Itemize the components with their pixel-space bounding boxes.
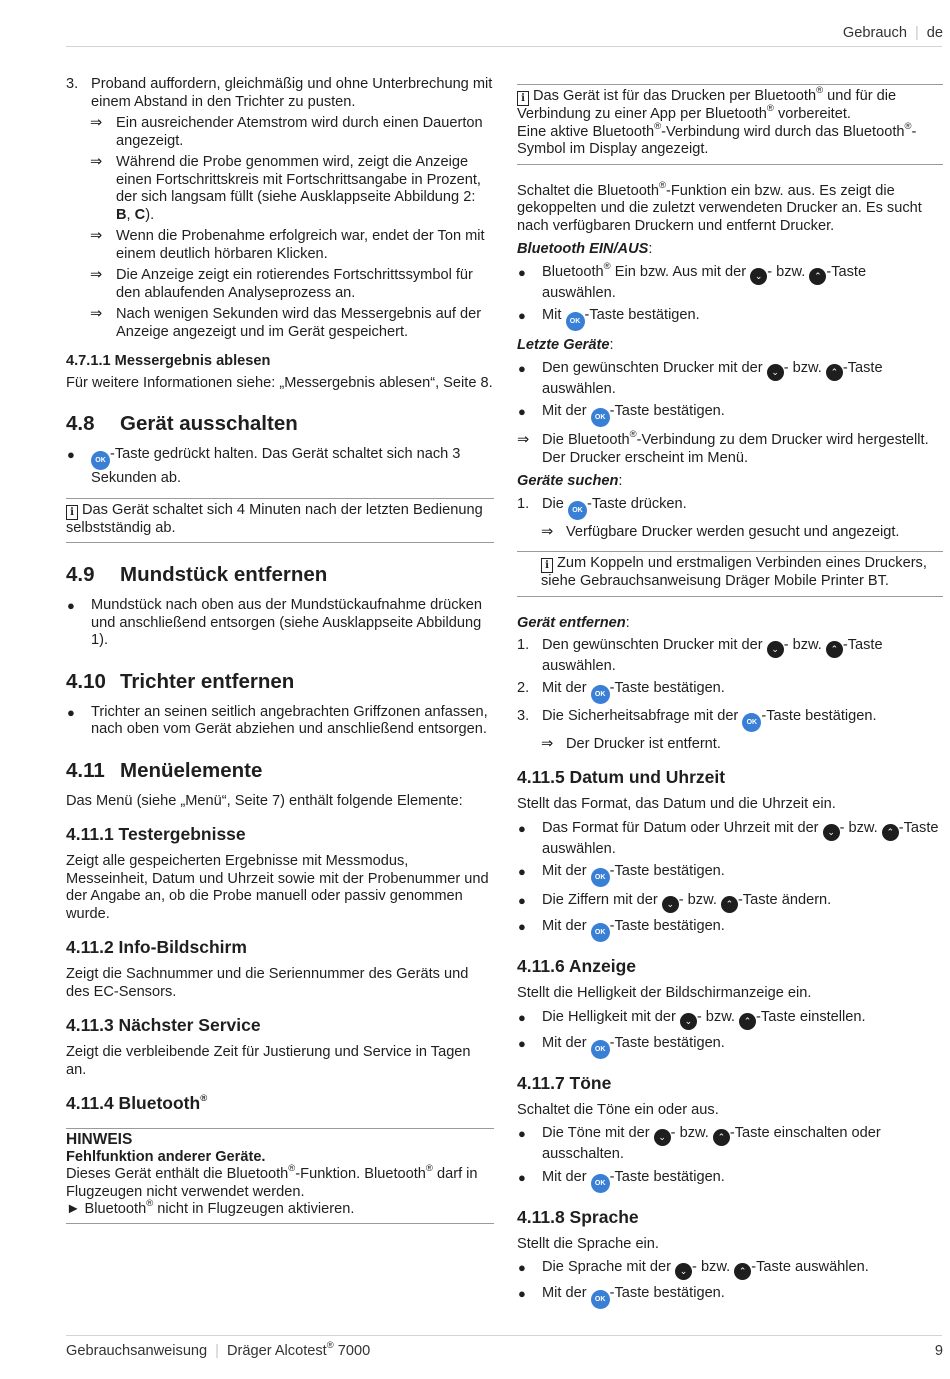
heading-4-11-3: 4.11.3 Nächster Service	[66, 1015, 261, 1035]
bullet-icon: ●	[518, 893, 526, 908]
result-arrow-icon: ⇒	[90, 115, 103, 131]
heading-4-11-4: 4.11.4 Bluetooth®	[66, 1093, 208, 1113]
result-item: ⇒ Während die Probe genommen wird, zeigt die Anzeige einen Fortschrittskreis mit Fortschrittsangabe in Prozent, der sich langsam füllt (siehe Ausklappseite Abbildung 2: B, C).	[90, 154, 481, 223]
step-2: 2. Mit der OK -Taste bestätigen.	[517, 680, 943, 704]
bullet-icon: ●	[67, 447, 75, 462]
heading-4-11-5: 4.11.5 Datum und Uhrzeit	[517, 767, 726, 787]
heading-4-9: 4.9 Mundstück entfernen	[66, 563, 328, 586]
heading-4-11-1: 4.11.1 Testergebnisse	[66, 824, 246, 844]
result-arrow-icon: ⇒	[90, 267, 103, 283]
bullet-item: ● Mit der OK -Taste bestätigen.	[517, 863, 943, 887]
info-note: i Zum Koppeln und erstmaligen Verbinden eines Druckers, siehe Gebrauchsanweisung Dräger Mobile Printer BT.	[517, 551, 943, 597]
bullet-item: ● Den gewünschten Drucker mit der ⌄ - bzw. ⌃ -Taste auswählen.	[518, 359, 883, 397]
step-1: 1. Den gewünschten Drucker mit der ⌄ - bzw. ⌃ -Taste auswählen.	[517, 637, 883, 674]
warning-title: HINWEIS	[66, 1131, 133, 1148]
step-1: 1. Die OK -Taste drücken.	[517, 496, 943, 520]
up-key-icon: ⌃	[826, 364, 843, 381]
bullet-icon: ●	[67, 704, 75, 720]
result-arrow-icon: ⇒	[517, 432, 530, 448]
ok-key-icon: OK	[566, 312, 585, 331]
down-key-icon: ⌄	[823, 824, 840, 841]
result-item: ⇒ Der Drucker ist entfernt.	[541, 735, 721, 752]
header-section: Gebrauch	[842, 25, 907, 41]
ok-key-icon: OK	[91, 451, 110, 470]
up-key-icon: ⌃	[713, 1129, 730, 1146]
bullet-icon: ●	[518, 919, 526, 934]
bullet-item: ● Die Helligkeit mit der ⌄ - bzw. ⌃ -Taste einstellen.	[517, 1009, 943, 1030]
paragraph: Schaltet die Bluetooth®-Funktion ein bzw. aus. Es zeigt die gekoppelten und die zuletzt verwendeten Drucker an. Es sucht nach verfügbaren Druckern und entfernt Drucker.	[517, 179, 922, 234]
warning-box	[66, 1128, 494, 1224]
bullet-icon: ●	[518, 1035, 526, 1051]
down-key-icon: ⌄	[662, 896, 679, 913]
ok-key-icon: OK	[591, 1290, 610, 1309]
info-icon: i	[517, 91, 529, 106]
ok-key-icon: OK	[591, 1174, 610, 1193]
warning-subtitle: Fehlfunktion anderer Geräte.	[66, 1148, 266, 1165]
step-text: Proband auffordern, gleichmäßig und ohne Unterbrechung mit einem Abstand in den Trichter zu pusten.	[91, 76, 493, 110]
heading-4-11-2: 4.11.2 Info-Bildschirm	[66, 937, 247, 957]
paragraph: Das Menü (siehe „Menü“, Seite 7) enthält folgende Elemente:	[66, 792, 463, 809]
step-3: 3. Die Sicherheitsabfrage mit der OK -Taste bestätigen.	[517, 708, 943, 732]
up-key-icon: ⌃	[721, 896, 738, 913]
ok-key-icon: OK	[591, 868, 610, 887]
step-number: 3.	[66, 76, 79, 92]
bullet-icon: ●	[518, 1169, 526, 1185]
bullet-item: ● Mit der OK -Taste bestätigen.	[517, 403, 943, 427]
warning-text: Dieses Gerät enthält die Bluetooth®-Funktion. Bluetooth® darf in Flugzeugen nicht verwendet werden.	[66, 1163, 478, 1200]
paragraph: Stellt das Format, das Datum und die Uhrzeit ein.	[517, 796, 836, 812]
heading-4-11-8: 4.11.8 Sprache	[517, 1206, 639, 1227]
bullet-item: ● OK -Taste gedrückt halten. Das Gerät schaltet sich nach 3 Sekunden ab.	[67, 446, 461, 486]
bullet-icon: ●	[518, 1009, 526, 1025]
left-column	[66, 76, 494, 1224]
bullet-icon: ●	[518, 1126, 526, 1141]
heading-4-8: 4.8 Gerät ausschalten	[66, 412, 298, 435]
bullet-icon: ●	[518, 864, 526, 879]
up-key-icon: ⌃	[809, 268, 826, 285]
paragraph: Stellt die Helligkeit der Bildschirmanzeige ein.	[517, 985, 812, 1001]
footer-doc: Gebrauchsanweisung	[66, 1343, 208, 1359]
result-item: ⇒ Nach wenigen Sekunden wird das Messergebnis auf der Anzeige angezeigt und im Gerät gespeichert.	[90, 306, 482, 340]
heading-4-11-7: 4.11.7 Töne	[517, 1072, 612, 1093]
heading-4-7-1-1: 4.7.1.1 Messergebnis ablesen	[66, 353, 271, 369]
subheading-search-devices: Geräte suchen:	[517, 473, 623, 489]
bullet-icon: ●	[67, 598, 75, 613]
subheading-remove-device: Gerät entfernen:	[517, 614, 630, 631]
ok-key-icon: OK	[568, 501, 587, 520]
result-item: ⇒ Die Anzeige zeigt ein rotierendes Fortschrittssymbol für den ablaufenden Analyseprozess an.	[90, 267, 473, 301]
bullet-item: ● Die Töne mit der ⌄ - bzw. ⌃ -Taste einschalten oder ausschalten.	[518, 1125, 881, 1162]
bullet-item: ● Trichter an seinen seitlich angebrachten Griffzonen anfassen, nach oben vom Gerät abziehen und anschließend entsorgen.	[67, 703, 488, 737]
bullet-icon: ●	[518, 1260, 526, 1275]
bullet-item: ● Die Sprache mit der ⌄ - bzw. ⌃ -Taste auswählen.	[517, 1259, 943, 1280]
ok-key-icon: OK	[591, 923, 610, 942]
bullet-item: ● Mit der OK -Taste bestätigen.	[517, 918, 943, 942]
info-note: i Das Gerät ist für das Drucken per Bluetooth® und für die Verbindung zu einer App per Bluetooth® vorbereitet. Eine aktive Bluetooth®-Verbindung wird durch das Bluetooth®-Symbol im Display angezeigt.	[517, 84, 943, 165]
bullet-icon: ●	[518, 1286, 526, 1301]
result-item: ⇒ Die Bluetooth®-Verbindung zu dem Drucker wird hergestellt. Der Drucker erscheint im Menü.	[517, 429, 929, 466]
header-rule	[66, 46, 942, 47]
down-key-icon: ⌄	[680, 1013, 697, 1030]
ok-key-icon: OK	[591, 685, 610, 704]
paragraph: Schaltet die Töne ein oder aus.	[517, 1101, 719, 1118]
down-key-icon: ⌄	[767, 364, 784, 381]
bullet-item: ● Die Ziffern mit der ⌄ - bzw. ⌃ -Taste ändern.	[517, 892, 943, 913]
bullet-icon: ●	[518, 820, 526, 836]
bullet-icon: ●	[518, 308, 526, 323]
ok-key-icon: OK	[742, 713, 761, 732]
heading-4-11: 4.11 Menüelemente	[66, 758, 263, 782]
bullet-item: ● Mit der OK -Taste bestätigen.	[517, 1169, 943, 1193]
bullet-item: ● Mit der OK -Taste bestätigen.	[517, 1035, 943, 1059]
page-header: Gebrauch | de	[842, 25, 943, 41]
right-column	[517, 84, 943, 1314]
info-icon: i	[541, 558, 553, 573]
result-arrow-icon: ⇒	[90, 154, 103, 170]
result-item: ⇒ Ein ausreichender Atemstrom wird durch einen Dauerton angezeigt.	[90, 115, 483, 149]
bullet-item: ● Mit der OK -Taste bestätigen.	[517, 1285, 943, 1309]
down-key-icon: ⌄	[675, 1263, 692, 1280]
bullet-icon: ●	[518, 404, 526, 419]
down-key-icon: ⌄	[767, 641, 784, 658]
ok-key-icon: OK	[591, 408, 610, 427]
result-arrow-icon: ⇒	[90, 306, 103, 322]
subheading-recent-devices: Letzte Geräte:	[517, 337, 614, 353]
subheading-bluetooth-on-off: Bluetooth EIN/AUS:	[517, 241, 653, 257]
ok-key-icon: OK	[591, 1040, 610, 1059]
result-arrow-icon: ⇒	[541, 735, 554, 752]
page-footer: Gebrauchsanweisung | Dräger Alcotest® 7000	[66, 1340, 371, 1359]
result-item: ⇒ Wenn die Probenahme erfolgreich war, endet der Ton mit einem deutlich hörbaren Klicken.	[90, 228, 485, 262]
up-key-icon: ⌃	[734, 1263, 751, 1280]
heading-4-10: 4.10 Trichter entfernen	[66, 669, 295, 693]
paragraph: Stellt die Sprache ein.	[517, 1235, 659, 1252]
paragraph: Zeigt die Sachnummer und die Seriennummer des Geräts und des EC-Sensors.	[66, 966, 469, 1000]
heading-4-11-6: 4.11.6 Anzeige	[517, 956, 636, 976]
bullet-item: ● Mundstück nach oben aus der Mundstückaufnahme drücken und anschließend entsorgen (siehe Ausklappseite Abbildung 1).	[67, 597, 483, 648]
info-note: i Das Gerät schaltet sich 4 Minuten nach der letzten Bedienung selbstständig ab.	[66, 498, 494, 544]
warning-action: ► Bluetooth® nicht in Flugzeugen aktivieren.	[66, 1198, 355, 1217]
bullet-icon: ●	[518, 360, 526, 376]
bullet-item: ● Bluetooth® Ein bzw. Aus mit der ⌄ - bzw. ⌃ -Taste auswählen.	[518, 260, 867, 301]
down-key-icon: ⌄	[750, 268, 767, 285]
info-icon: i	[66, 505, 78, 520]
page-number: 9	[934, 1343, 943, 1359]
header-lang: de	[926, 25, 943, 41]
paragraph: Für weitere Informationen siehe: „Messergebnis ablesen“, Seite 8.	[66, 374, 493, 391]
footer-rule	[66, 1335, 942, 1336]
footer-product: Dräger Alcotest® 7000	[226, 1340, 371, 1359]
paragraph: Zeigt alle gespeicherten Ergebnisse mit Messmodus, Messeinheit, Datum und Uhrzeit sowie mit der Probenummer und der Angabe an, ob die Probe manuell oder passiv genommen wurde.	[66, 853, 489, 922]
bullet-icon: ●	[518, 264, 526, 280]
step-3	[66, 76, 494, 111]
up-key-icon: ⌃	[739, 1013, 756, 1030]
bullet-item: ● Das Format für Datum oder Uhrzeit mit der ⌄ - bzw. ⌃ -Taste auswählen.	[518, 819, 939, 857]
up-key-icon: ⌃	[882, 824, 899, 841]
up-key-icon: ⌃	[826, 641, 843, 658]
result-arrow-icon: ⇒	[541, 523, 554, 540]
down-key-icon: ⌄	[654, 1129, 671, 1146]
bullet-item: ● Mit OK -Taste bestätigen.	[517, 307, 943, 331]
action-arrow-icon: ►	[66, 1201, 81, 1217]
result-item: ⇒ Verfügbare Drucker werden gesucht und angezeigt.	[541, 523, 900, 540]
paragraph: Zeigt die verbleibende Zeit für Justierung und Service in Tagen an.	[66, 1044, 471, 1078]
result-arrow-icon: ⇒	[90, 228, 103, 244]
